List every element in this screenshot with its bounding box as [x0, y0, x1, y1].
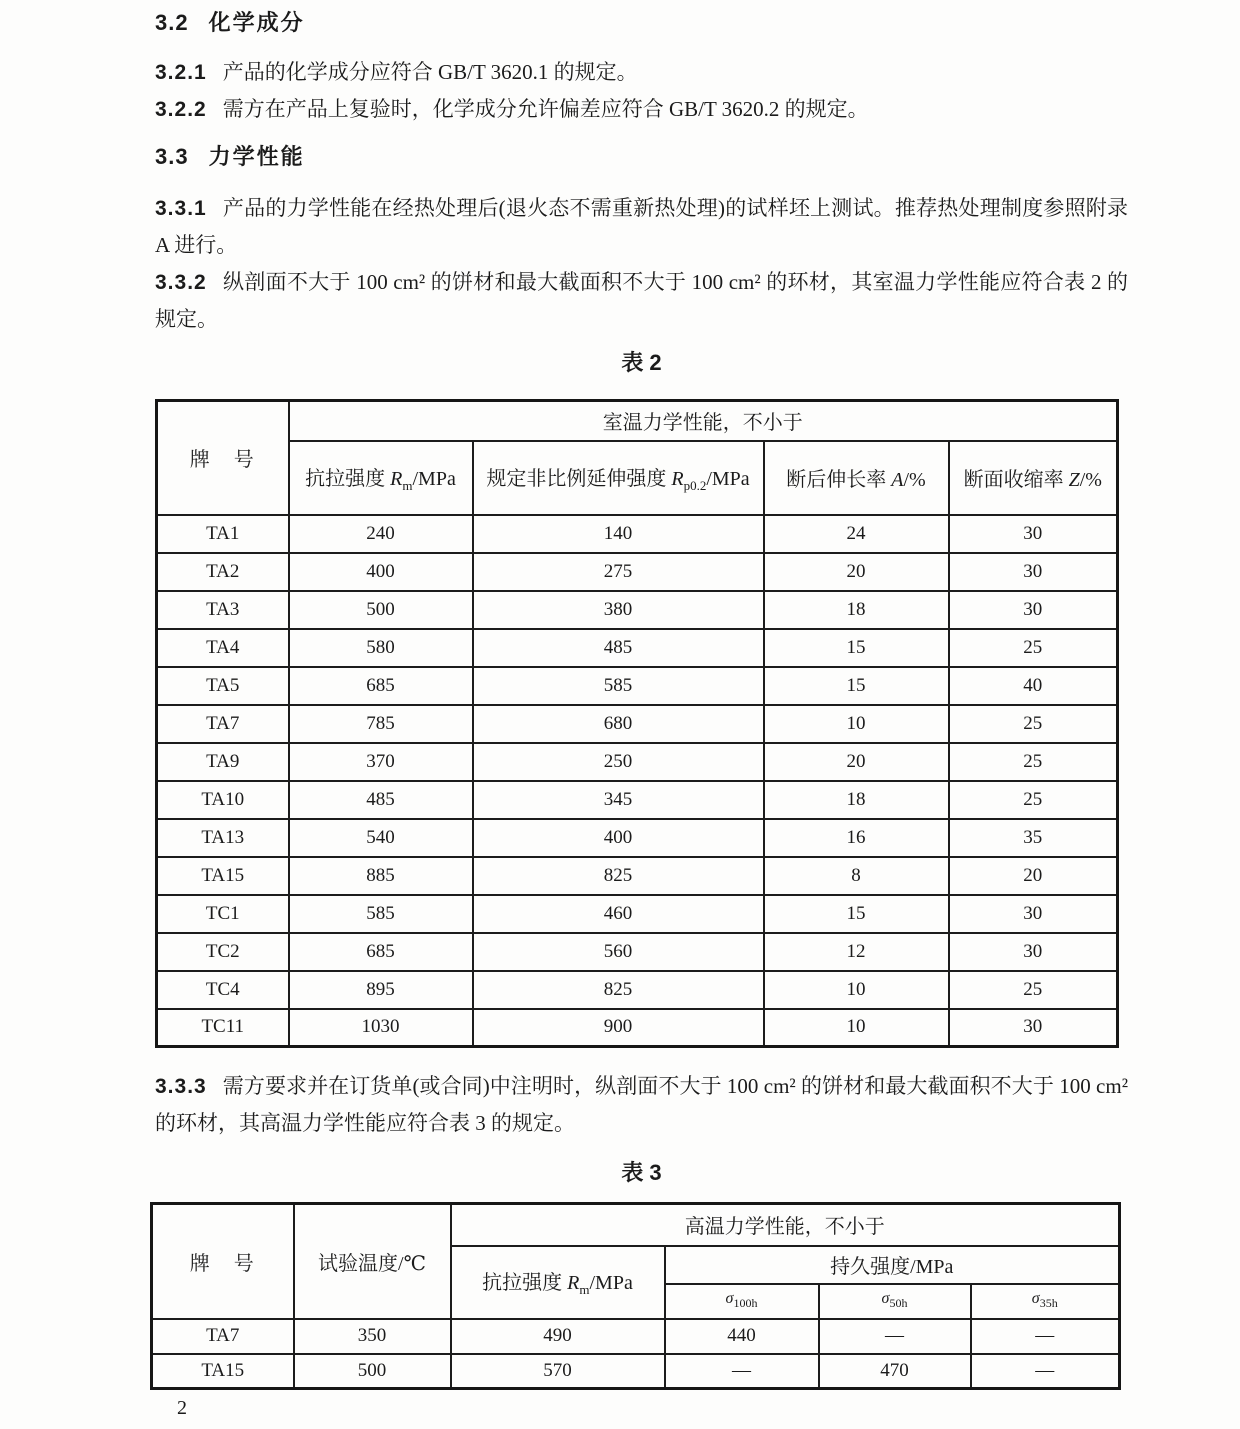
section-3-3-heading — [155, 142, 1128, 172]
table-cell: — — [819, 1319, 971, 1354]
math-subscript: 35h — [1039, 1296, 1058, 1311]
header-unit: /MPa — [589, 1272, 633, 1294]
table-cell: 10 — [764, 971, 949, 1009]
table-cell: 10 — [764, 705, 949, 743]
table-cell: 24 — [764, 515, 949, 553]
table-cell: — — [971, 1319, 1120, 1354]
table-cell: 490 — [451, 1319, 665, 1354]
clause-3-3-3 — [155, 1068, 1128, 1142]
table-2-caption: 表 2 — [621, 350, 662, 375]
clause-text: 产品的化学成分应符合 GB/T 3620.1 的规定。 — [222, 60, 638, 84]
header-label: 断面收缩率 — [963, 469, 1069, 491]
clause-3-2-1 — [155, 54, 1128, 91]
table-cell: 585 — [289, 895, 473, 933]
table-cell: TA1 — [157, 515, 289, 553]
table-cell: TA2 — [157, 553, 289, 591]
table-cell: 685 — [289, 667, 473, 705]
table-cell: 25 — [949, 781, 1118, 819]
table-row — [157, 819, 1118, 857]
clause-number: 3.3.3 — [155, 1075, 207, 1098]
table-cell: 20 — [949, 857, 1118, 895]
table-cell: TA7 — [157, 705, 289, 743]
table-2-body — [157, 515, 1118, 1047]
table-cell: TA4 — [157, 629, 289, 667]
table-cell: TA7 — [152, 1319, 294, 1354]
clause-text: 产品的力学性能在经热处理后(退火态不需重新热处理)的试样坯上测试。推荐热处理制度参照附录 A 进行。 — [155, 196, 1128, 257]
table-cell: 1030 — [289, 1009, 473, 1047]
table-cell: TA15 — [152, 1354, 294, 1389]
table-cell: TC2 — [157, 933, 289, 971]
table-cell: 16 — [764, 819, 949, 857]
table3-header-span: 高温力学性能，不小于 — [451, 1204, 1120, 1246]
table-cell: 485 — [289, 781, 473, 819]
table-cell: 570 — [451, 1354, 665, 1389]
table-cell: 470 — [819, 1354, 971, 1389]
table-row — [157, 515, 1118, 553]
math-subscript: 50h — [889, 1296, 908, 1311]
clause-text: 纵剖面不大于 100 cm² 的饼材和最大截面积不大于 100 cm² 的环材，其室温力学性能应符合表 2 的规定。 — [155, 270, 1128, 331]
table-cell: 250 — [473, 743, 764, 781]
table-cell: TC11 — [157, 1009, 289, 1047]
table-row — [157, 743, 1118, 781]
header-unit: /MPa — [412, 467, 456, 490]
table-cell: TA3 — [157, 591, 289, 629]
section-number: 3.2 — [155, 10, 189, 35]
table-cell: 30 — [949, 895, 1118, 933]
clause-number: 3.3.1 — [155, 197, 207, 220]
table-cell: 370 — [289, 743, 473, 781]
table-cell: 825 — [473, 971, 764, 1009]
math-subscript: m — [579, 1282, 590, 1297]
table2-header-grade: 牌 号 — [157, 401, 289, 515]
math-symbol: R — [567, 1272, 580, 1294]
table2-header-elongation — [764, 441, 949, 515]
table-cell: 140 — [473, 515, 764, 553]
section-title: 化学成分 — [208, 10, 305, 35]
table-cell: 380 — [473, 591, 764, 629]
math-symbol: R — [390, 467, 403, 490]
table-row — [157, 933, 1118, 971]
table-cell: 460 — [473, 895, 764, 933]
table-row — [152, 1319, 1120, 1354]
table-3 — [150, 1202, 1121, 1390]
table-row — [152, 1354, 1120, 1389]
page-number: 2 — [177, 1397, 187, 1419]
header-unit: /% — [903, 469, 926, 491]
table-cell: 15 — [764, 895, 949, 933]
table3-header-sigma-50h — [819, 1284, 971, 1319]
table-row — [157, 781, 1118, 819]
table-cell: TA15 — [157, 857, 289, 895]
table-cell: TA5 — [157, 667, 289, 705]
table-cell: — — [971, 1354, 1120, 1389]
table-3-body — [152, 1319, 1120, 1389]
table-cell: TA13 — [157, 819, 289, 857]
table-cell: 30 — [949, 515, 1118, 553]
table3-header-endurance: 持久强度/MPa — [665, 1246, 1120, 1284]
table-cell: 500 — [289, 591, 473, 629]
table-cell: 8 — [764, 857, 949, 895]
clause-3-2-2 — [155, 91, 1128, 128]
table-row — [157, 971, 1118, 1009]
table-cell: 35 — [949, 819, 1118, 857]
math-symbol: A — [891, 469, 904, 491]
table-row — [157, 629, 1118, 667]
table-cell: 895 — [289, 971, 473, 1009]
table3-header-sigma-35h — [971, 1284, 1120, 1319]
table-cell: 10 — [764, 1009, 949, 1047]
math-subscript: p0.2 — [683, 477, 707, 493]
table-3-caption: 表 3 — [621, 1160, 662, 1185]
sigma-symbol: σ — [881, 1290, 890, 1308]
table-cell: 15 — [764, 667, 949, 705]
clause-text: 需方要求并在订货单(或合同)中注明时，纵剖面不大于 100 cm² 的饼材和最大截面积不大于 100 cm² 的环材，其高温力学性能应符合表 3 的规定。 — [155, 1074, 1128, 1135]
table-cell: 240 — [289, 515, 473, 553]
clause-number: 3.3.2 — [155, 271, 207, 294]
table-3-header-row-1 — [152, 1204, 1120, 1246]
table-cell: 440 — [665, 1319, 819, 1354]
table-cell: 275 — [473, 553, 764, 591]
table-cell: TC4 — [157, 971, 289, 1009]
table-row — [157, 857, 1118, 895]
math-symbol: Z — [1068, 469, 1080, 491]
table-cell: 350 — [294, 1319, 451, 1354]
table-cell: 500 — [294, 1354, 451, 1389]
table-cell: 585 — [473, 667, 764, 705]
table-cell: TA10 — [157, 781, 289, 819]
table-row — [157, 895, 1118, 933]
table-cell: 825 — [473, 857, 764, 895]
table-cell: 12 — [764, 933, 949, 971]
header-label: 抗拉强度 — [482, 1272, 568, 1294]
table-cell: 18 — [764, 781, 949, 819]
table-cell: 885 — [289, 857, 473, 895]
table3-header-grade: 牌 号 — [152, 1204, 294, 1319]
table3-header-rm — [451, 1246, 665, 1319]
table-cell: 400 — [289, 553, 473, 591]
header-unit: /MPa — [706, 467, 750, 490]
table2-header-reduction — [949, 441, 1118, 515]
table-cell: 680 — [473, 705, 764, 743]
table-cell: 15 — [764, 629, 949, 667]
clause-3-3-1 — [155, 190, 1128, 264]
clause-text: 需方在产品上复验时，化学成分允许偏差应符合 GB/T 3620.2 的规定。 — [222, 97, 869, 121]
table-2-header-row-1 — [157, 401, 1118, 441]
table2-header-rm — [289, 441, 473, 515]
table3-header-temp: 试验温度/℃ — [294, 1204, 451, 1319]
table-cell: 25 — [949, 629, 1118, 667]
table-row — [157, 667, 1118, 705]
table-2-header-row-2 — [157, 441, 1118, 515]
table-cell: 20 — [764, 553, 949, 591]
math-subscript: 100h — [733, 1296, 758, 1311]
table-cell: 345 — [473, 781, 764, 819]
clause-3-3-2 — [155, 264, 1128, 338]
table3-header-sigma-100h — [665, 1284, 819, 1319]
table-cell: TC1 — [157, 895, 289, 933]
math-subscript: m — [402, 477, 413, 493]
sigma-symbol: σ — [1031, 1290, 1040, 1308]
table-row — [157, 1009, 1118, 1047]
table-cell: 400 — [473, 819, 764, 857]
table-cell: 18 — [764, 591, 949, 629]
table-row — [157, 591, 1118, 629]
table-cell: 40 — [949, 667, 1118, 705]
table-2 — [155, 399, 1119, 1048]
table-cell: TA9 — [157, 743, 289, 781]
table-cell: 30 — [949, 933, 1118, 971]
sigma-symbol: σ — [725, 1290, 734, 1308]
table-cell: 560 — [473, 933, 764, 971]
table-cell: 685 — [289, 933, 473, 971]
table-cell: — — [665, 1354, 819, 1389]
table-cell: 785 — [289, 705, 473, 743]
clause-number: 3.2.2 — [155, 98, 207, 121]
table-cell: 25 — [949, 743, 1118, 781]
table-cell: 30 — [949, 553, 1118, 591]
section-title: 力学性能 — [208, 144, 305, 169]
section-number: 3.3 — [155, 144, 189, 169]
table-cell: 25 — [949, 971, 1118, 1009]
section-3-2-heading — [155, 8, 1128, 38]
header-label: 抗拉强度 — [305, 467, 391, 490]
table-cell: 900 — [473, 1009, 764, 1047]
table-row — [157, 553, 1118, 591]
math-symbol: R — [671, 467, 684, 490]
clause-number: 3.2.1 — [155, 61, 207, 84]
table-cell: 20 — [764, 743, 949, 781]
table-cell: 30 — [949, 591, 1118, 629]
header-label: 断后伸长率 — [786, 469, 892, 491]
table-cell: 540 — [289, 819, 473, 857]
table-cell: 485 — [473, 629, 764, 667]
header-label: 规定非比例延伸强度 — [486, 467, 672, 490]
table-row — [157, 705, 1118, 743]
table-cell: 30 — [949, 1009, 1118, 1047]
table-cell: 580 — [289, 629, 473, 667]
table2-header-span: 室温力学性能，不小于 — [289, 401, 1118, 441]
table-cell: 25 — [949, 705, 1118, 743]
header-unit: /% — [1079, 469, 1102, 491]
table2-header-rp02 — [473, 441, 764, 515]
